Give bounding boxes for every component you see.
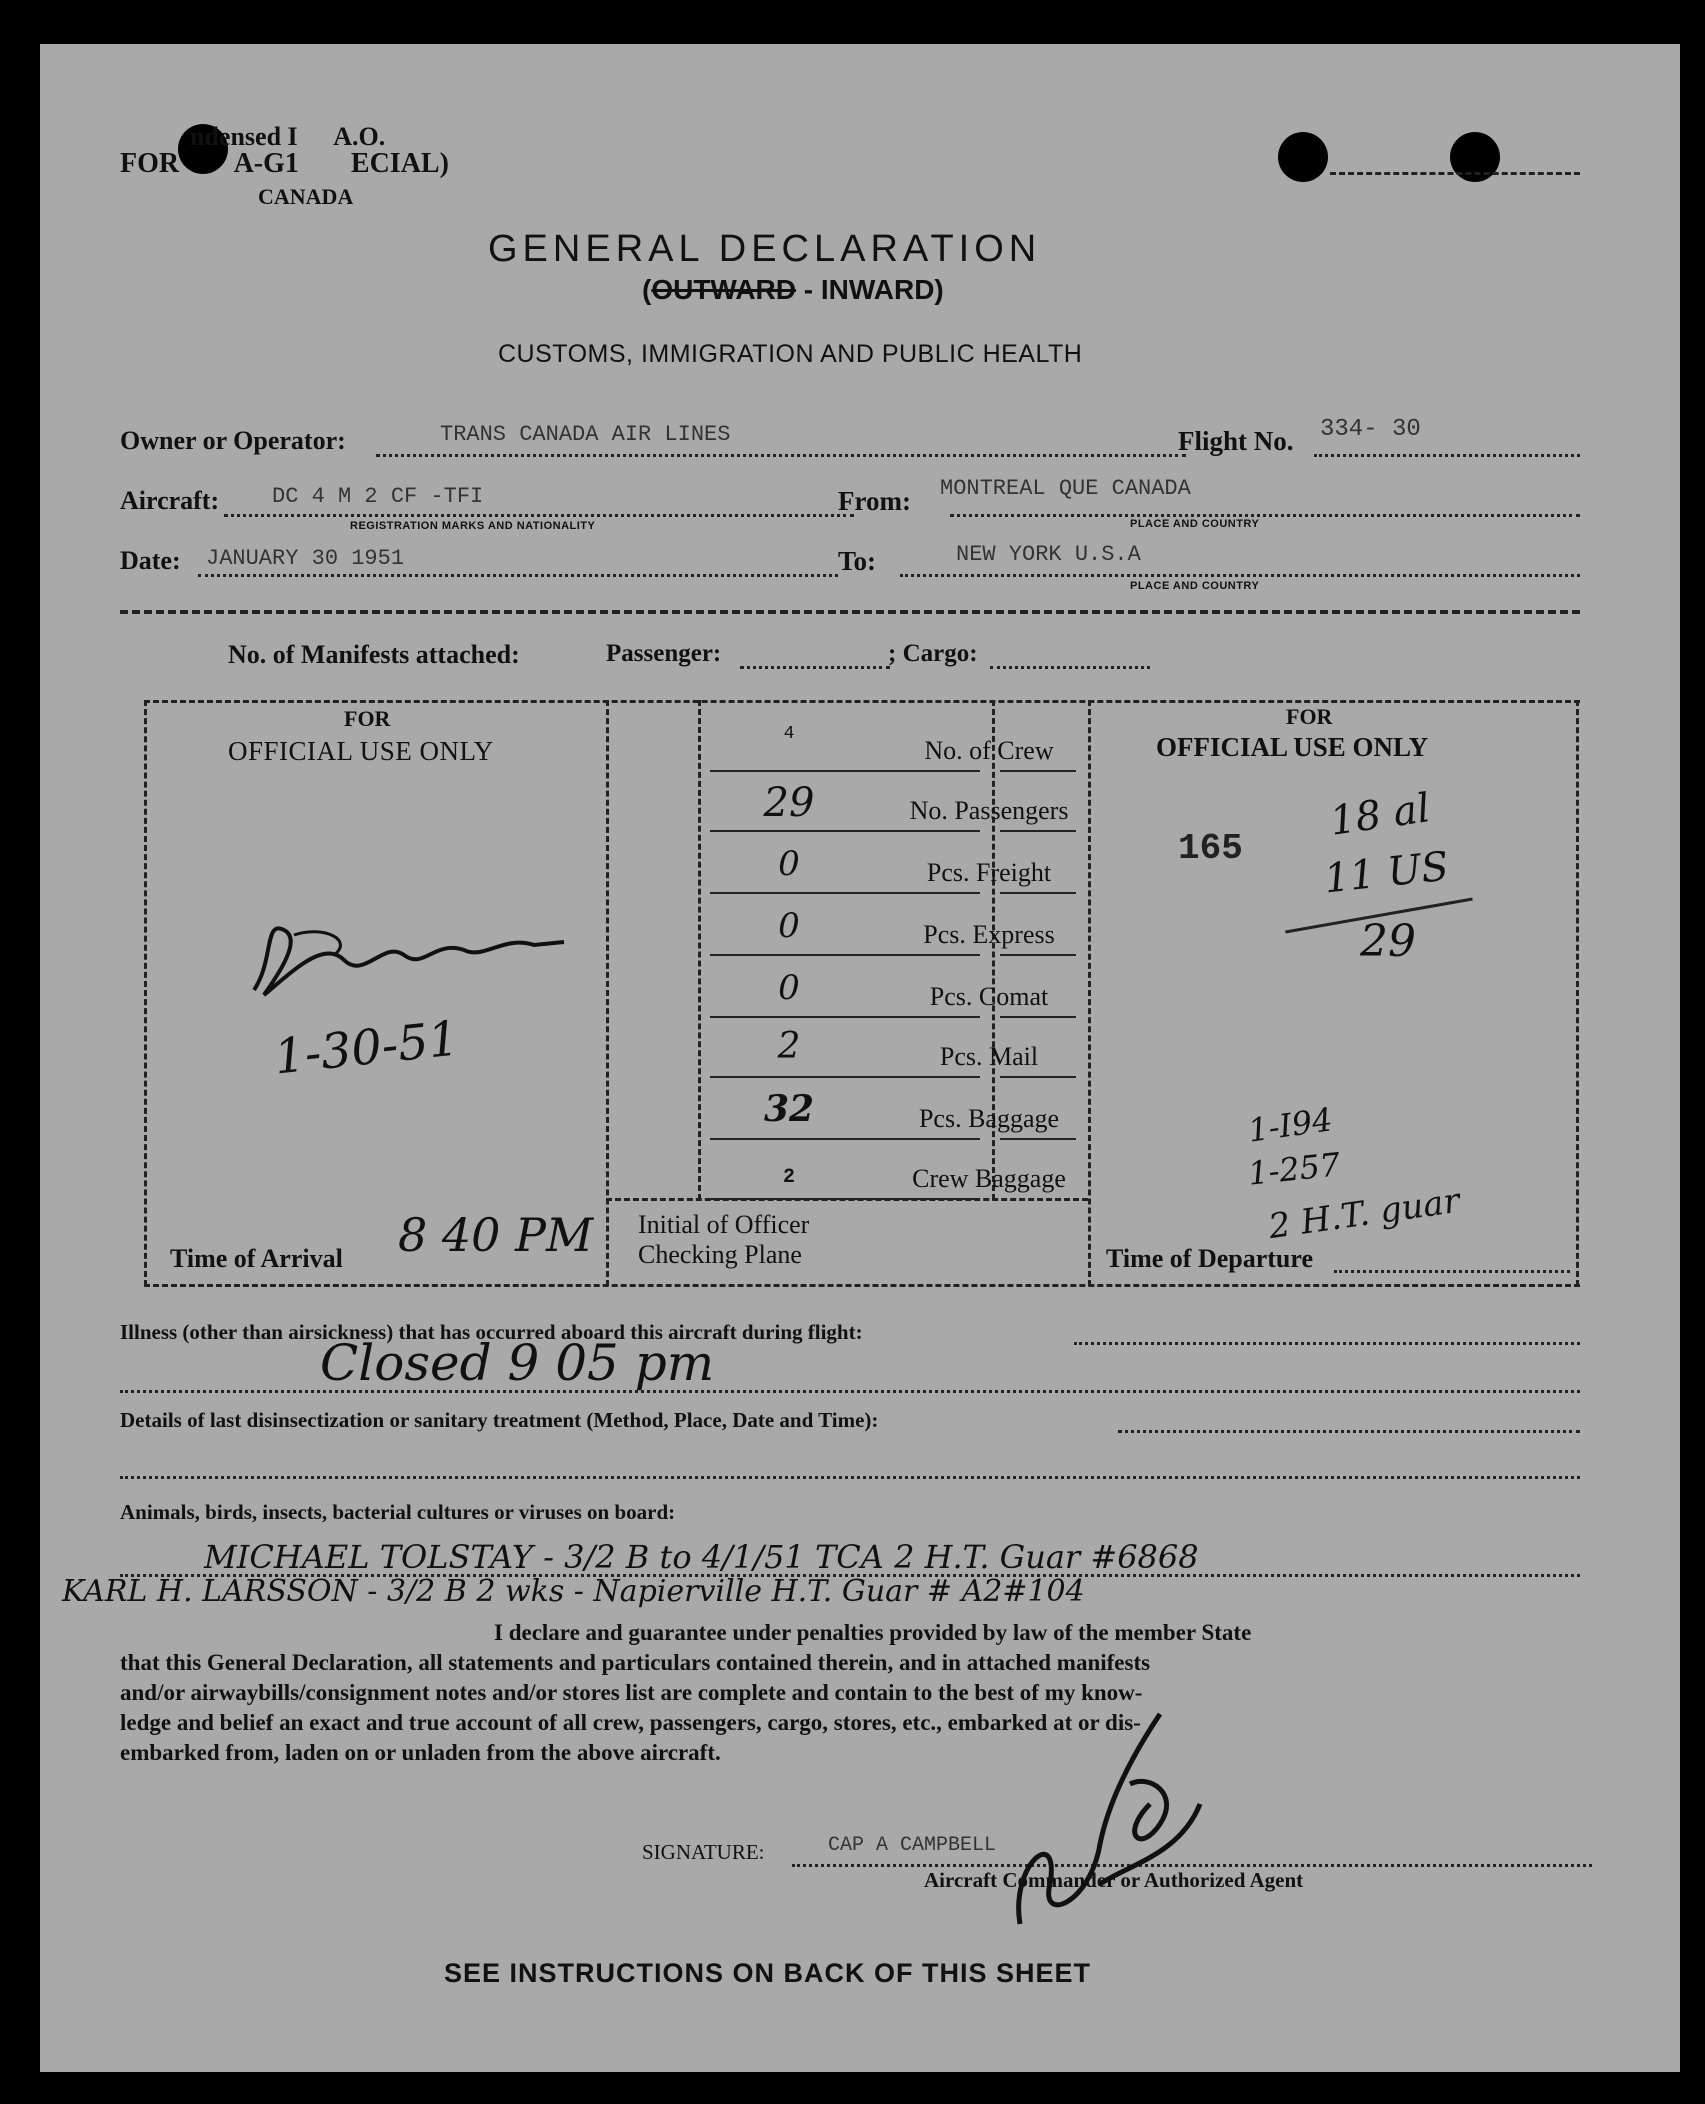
owner-label: Owner or Operator: <box>120 426 346 455</box>
right-for: FOR <box>1286 704 1333 729</box>
row-value-passengers: 29 <box>763 780 815 826</box>
left-for: FOR <box>344 706 391 731</box>
row-value-comat: 0 <box>778 968 800 1008</box>
stamp-number: 165 <box>1178 828 1243 869</box>
row-value-mail: 2 <box>777 1026 801 1067</box>
flight-value: 334- 30 <box>1320 416 1421 443</box>
row-rule-4 <box>710 954 980 956</box>
signature-label: SIGNATURE: <box>642 1840 765 1864</box>
from-line <box>950 514 1580 517</box>
flight-line <box>1314 454 1580 457</box>
declaration-line-4: ledge and belief an exact and true account of all crew, passengers, cargo, stores, etc., embarked at or dis- <box>120 1710 1141 1735</box>
declaration-line-5: embarked from, laden on or unladen from the above aircraft. <box>120 1740 721 1765</box>
date-value: JANUARY 30 1951 <box>206 546 405 571</box>
header-rule <box>120 610 1580 614</box>
form-line-2a: FOR <box>120 148 180 179</box>
table-bottom-border <box>144 1284 1580 1287</box>
row-label-express: Pcs. Express <box>923 920 1055 949</box>
left-official: OFFICIAL USE ONLY <box>228 736 494 766</box>
from-value: MONTREAL QUE CANADA <box>940 476 1191 501</box>
aircraft-caption: REGISTRATION MARKS AND NATIONALITY <box>350 520 596 532</box>
form-line-1b: A.O. <box>333 122 386 151</box>
form-country: CANADA <box>258 184 354 209</box>
right-note-4: 1-I94 <box>1245 1100 1335 1150</box>
row-rule-8 <box>710 1198 980 1200</box>
declaration-sheet <box>40 44 1680 2072</box>
right-note-5: 1-257 <box>1246 1145 1342 1193</box>
col-rule-7 <box>1000 1138 1076 1140</box>
illness-label: Illness (other than airsickness) that has occurred aboard this aircraft during flight: <box>120 1320 863 1344</box>
row-value-crew-baggage: 2 <box>782 1166 795 1189</box>
aircraft-value: DC 4 M 2 CF -TFI <box>272 484 484 509</box>
illness-handwritten: Closed 9 05 pm <box>320 1334 715 1392</box>
right-note-1: 18 al <box>1327 785 1433 845</box>
table-divider-2 <box>698 700 701 1200</box>
row-label-crew: No. of Crew <box>924 736 1054 765</box>
date-label: Date: <box>120 546 181 575</box>
to-label: To: <box>838 546 877 576</box>
passenger-label: Passenger: <box>606 640 722 667</box>
direction-outward: OUTWARD <box>651 274 796 305</box>
disinsect-label: Details of last disinsectization or sanitary treatment (Method, Place, Date and Time): <box>120 1408 879 1432</box>
right-note-2: 11 US <box>1321 843 1451 903</box>
row-rule-6 <box>710 1076 980 1078</box>
official-signature <box>234 900 574 1010</box>
date-line <box>198 574 838 577</box>
row-value-express: 0 <box>778 906 800 946</box>
signature-typed: CAP A CAMPBELL <box>828 1834 997 1857</box>
arrival-value: 8 40 PM <box>398 1208 594 1262</box>
to-value: NEW YORK U.S.A <box>956 542 1141 567</box>
from-label: From: <box>838 486 911 516</box>
illness-line-1 <box>1074 1342 1580 1345</box>
initial-label-1: Initial of Officer <box>638 1210 810 1239</box>
form-line-2b: A-G1 <box>233 148 299 179</box>
right-note-3: 29 <box>1360 916 1416 967</box>
row-label-passengers: No. Passengers <box>909 796 1069 825</box>
col-rule-2 <box>1000 830 1076 832</box>
disinsect-line-2 <box>120 1476 1580 1479</box>
col-rule-6 <box>1000 1076 1076 1078</box>
direction-line <box>642 274 944 306</box>
declaration-line-1: I declare and guarantee under penalties provided by law of the member State <box>494 1620 1252 1645</box>
right-note-6: 2 H.T. guar <box>1266 1180 1463 1248</box>
left-date: 1-30-51 <box>271 1010 462 1086</box>
disinsect-line-1 <box>1118 1430 1580 1433</box>
row-label-baggage: Pcs. Baggage <box>918 1104 1060 1133</box>
form-line-2 <box>120 148 449 180</box>
flight-label: Flight No. <box>1178 426 1294 456</box>
page-title: GENERAL DECLARATION <box>488 228 1042 270</box>
departure-line <box>1334 1270 1570 1273</box>
row-rule-7 <box>710 1138 980 1140</box>
col-rule-1 <box>1000 770 1076 772</box>
punch-hole-right-1 <box>1278 132 1328 182</box>
row-rule-2 <box>710 830 980 832</box>
to-caption: PLACE AND COUNTRY <box>1130 580 1260 592</box>
row-label-comat: Pcs. Comat <box>929 982 1049 1011</box>
row-rule-1 <box>710 770 980 772</box>
manifests-label: No. of Manifests attached: <box>228 640 520 669</box>
col-rule-5 <box>1000 1016 1076 1018</box>
animals-line-1: MICHAEL TOLSTAY - 3/2 B to 4/1/51 TCA 2 H.T. Guar #6868 <box>204 1538 1199 1576</box>
cargo-label: ; Cargo: <box>888 640 978 667</box>
signature-caption: Aircraft Commander or Authorized Agent <box>924 1868 1304 1892</box>
animals-label: Animals, birds, insects, bacterial cultures or viruses on board: <box>120 1500 676 1524</box>
cargo-line <box>990 666 1150 669</box>
to-line <box>900 574 1580 577</box>
row-value-baggage: 32 <box>763 1088 815 1130</box>
row-value-freight: 0 <box>778 844 800 884</box>
aircraft-line <box>224 514 854 517</box>
row-rule-3 <box>710 892 980 894</box>
row-label-crew-baggage: Crew Baggage <box>912 1164 1066 1193</box>
animals-line-2: KARL H. LARSSON - 3/2 B 2 wks - Napierville H.T. Guar # A2#104 <box>62 1574 1085 1609</box>
footer-instructions: SEE INSTRUCTIONS ON BACK OF THIS SHEET <box>444 1958 1092 1988</box>
declaration-line-2: that this General Declaration, all statements and particulars contained therein, and in attached manifests <box>120 1650 1151 1675</box>
handwritten-signature <box>980 1684 1220 1944</box>
col-rule-4 <box>1000 954 1076 956</box>
direction-paren: ( <box>642 274 652 305</box>
table-right-border <box>1576 700 1579 1286</box>
table-top-border <box>144 700 1580 703</box>
direction-inward: - INWARD) <box>803 274 944 305</box>
row-label-mail: Pcs. Mail <box>939 1042 1039 1071</box>
row-value-crew: 4 <box>783 724 795 744</box>
arrival-label: Time of Arrival <box>170 1244 343 1273</box>
initial-label-2: Checking Plane <box>638 1240 802 1269</box>
passenger-line <box>740 666 890 669</box>
from-caption: PLACE AND COUNTRY <box>1130 518 1260 530</box>
owner-value: TRANS CANADA AIR LINES <box>440 422 731 447</box>
col-rule-3 <box>1000 892 1076 894</box>
top-right-rule <box>1330 172 1580 175</box>
form-line-2c: ECIAL) <box>350 148 449 179</box>
right-official: OFFICIAL USE ONLY <box>1156 732 1429 762</box>
owner-line <box>376 454 1186 457</box>
aircraft-label: Aircraft: <box>120 486 220 515</box>
table-left-border <box>144 700 147 1286</box>
declaration-line-3: and/or airwaybills/consignment notes and/or stores list are complete and contain to the best of my know- <box>120 1680 1143 1705</box>
row-rule-5 <box>710 1016 980 1018</box>
manifest-table <box>144 700 1580 1286</box>
departure-label: Time of Departure <box>1106 1244 1313 1273</box>
form-line-1a: ndensed I <box>190 122 298 151</box>
subtitle: CUSTOMS, IMMIGRATION AND PUBLIC HEALTH <box>498 340 1083 368</box>
row-label-freight: Pcs. Freight <box>926 858 1052 887</box>
